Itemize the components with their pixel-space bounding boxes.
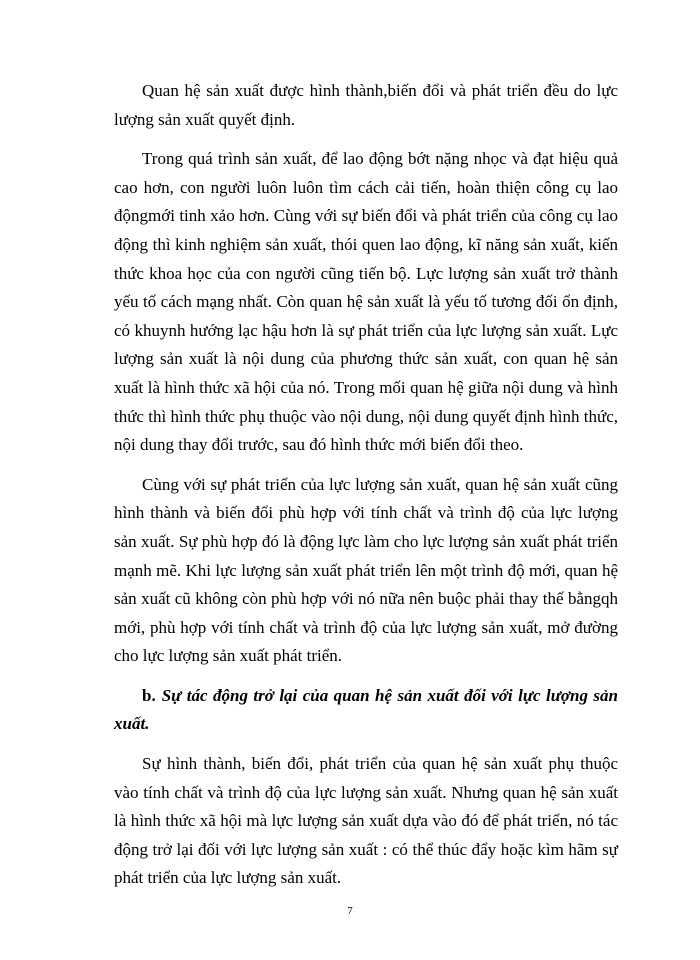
paragraph-4: Sự hình thành, biến đổi, phát triển của quan hệ sản xuất phụ thuộc vào tính chất và trình độ của lực lượng sản xuất. Nhưng quan hệ sản xuất là hình thức xã hội mà lực lượng sản xuất dựa vào đó để phát triển, nó tác động trở lại đối với lực lượng sản xuất : có thể thúc đẩy hoặc kìm hãm sự phát triển của lực lượng sản xuất. — [114, 754, 618, 888]
section-heading-label: b. — [142, 685, 156, 705]
paragraph-2: Trong quá trình sản xuất, để lao động bớt nặng nhọc và đạt hiệu quả cao hơn, con người luôn luôn tìm cách cải tiến, hoàn thiện công cụ lao độngmới tinh xảo hơn. Cùng với sự biến đổi và phát triển của công cụ lao động thì kinh nghiệm sản xuất, thói quen lao động, kĩ năng sản xuất, kiến thức khoa học của con người cũng tiến bộ. Lực lượng sản xuất trở thành yếu tố cách mạng nhất. Còn quan hệ sản xuất là yếu tố tương đối ổn định, có khuynh hướng lạc hậu hơn là sự phát triển của lực lượng sản xuất. Lực lượng sản xuất là nội dung của phương thức sản xuất, con quan hệ sản xuất là hình thức xã hội của nó. Trong mối quan hệ giữa nội dung và hình thức thì hình thức phụ thuộc vào nội dung, nội dung quyết định hình thức, nội dung thay đổi trước, sau đó hình thức mới biến đổi theo. — [114, 149, 618, 455]
page-number: 7 — [347, 905, 353, 917]
section-heading — [114, 682, 618, 739]
paragraph-3: Cùng với sự phát triển của lực lượng sản xuất, quan hệ sản xuất cũng hình thành và biến đổi phù hợp với tính chất và trình độ của lực lượng sản xuất. Sự phù hợp đó là động lực làm cho lực lượng sản xuất phát triển mạnh mẽ. Khi lực lượng sản xuất phát triển lên một trình độ mới, quan hệ sản xuất cũ không còn phù hợp với nó nữa nên buộc phải thay thế bằngqh mới, phù hợp với tính chất và trình độ của lực lượng sản xuất, mở đường cho lực lượng sản xuất phát triển. — [114, 474, 618, 666]
document-body — [114, 77, 618, 904]
section-heading-text: Sự tác động trở lại của quan hệ sản xuất đối với lực lượng sản xuất. — [114, 685, 618, 734]
paragraph-1: Quan hệ sản xuất được hình thành,biến đổi và phát triển đều do lực lượng sản xuất quyết định. — [114, 81, 618, 129]
